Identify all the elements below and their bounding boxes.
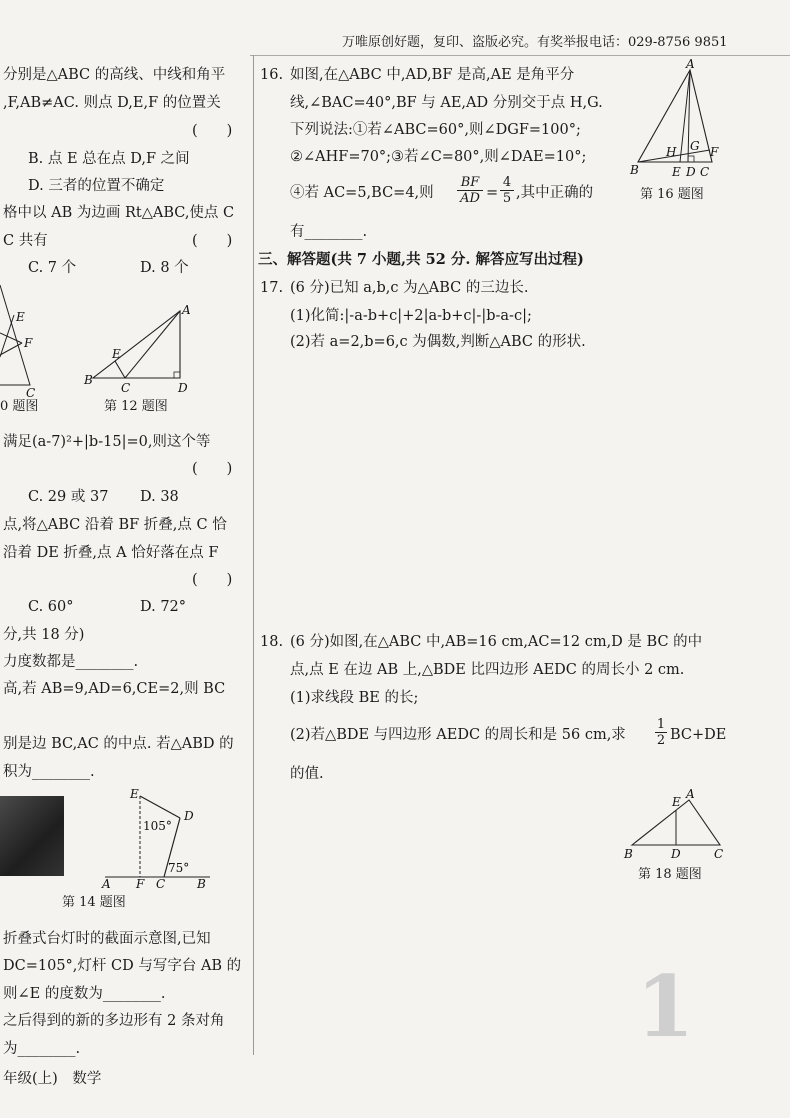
fig10-caption: 0 题图: [0, 399, 39, 414]
left-line: 折叠式台灯时的截面示意图,已知: [3, 931, 211, 947]
fig16-label: G: [690, 139, 700, 153]
q16-line: 线,∠BAC=40°,BF 与 AE,AD 分别交于点 H,G.: [290, 95, 603, 111]
q18-line: (6 分)如图,在△ABC 中,AB=16 cm,AC=12 cm,D 是 BC 的中: [290, 634, 703, 650]
answer-bracket: ( ): [192, 233, 233, 249]
option-d: D. 三者的位置不确定: [28, 178, 165, 194]
left-line: 沿着 DE 折叠,点 A 恰好落在点 F: [3, 545, 219, 561]
figure-14: [100, 787, 240, 891]
desk-lamp-photo: [0, 796, 64, 876]
q18-number: 18.: [260, 634, 284, 650]
q16-line: ②∠AHF=70°;③若∠C=80°,则∠DAE=10°;: [290, 149, 587, 165]
fig14-label: E: [130, 787, 139, 801]
footer-text: 年级(上) 数学: [3, 1071, 102, 1087]
section3-heading: 三、解答题(共 7 小题,共 52 分. 解答应写出过程): [258, 251, 584, 268]
fig18-label: D: [671, 847, 681, 861]
fig12-label: A: [182, 303, 191, 317]
fig14-label: 105°: [143, 819, 172, 833]
q16-line: ④若 AC=5,BC=4,则: [290, 185, 434, 201]
answer-bracket: ( ): [192, 572, 233, 588]
q16-line: 有________.: [290, 224, 368, 240]
left-line: 则∠E 的度数为________.: [3, 986, 166, 1002]
left-line: 力度数都是________.: [3, 654, 139, 670]
option-b: B. 点 E 总在点 D,F 之间: [28, 151, 190, 167]
fig14-label: C: [156, 877, 166, 891]
q16-line: 如图,在△ABC 中,AD,BF 是高,AE 是角平分: [290, 67, 575, 83]
fig16-label: F: [710, 145, 719, 159]
left-line: 之后得到的新的多边形有 2 条对角: [3, 1013, 225, 1029]
fig16-label: B: [630, 163, 639, 177]
figure-16: [628, 57, 728, 179]
left-line: 积为________.: [3, 764, 95, 780]
fig14-label: 75°: [168, 861, 190, 875]
left-line: 点,将△ABC 沿着 BF 折叠,点 C 恰: [3, 517, 227, 533]
left-line: 别是边 BC,AC 的中点. 若△ABD 的: [3, 736, 234, 752]
left-line: 满足(a-7)²+|b-15|=0,则这个等: [3, 434, 211, 450]
left-line: 为________.: [3, 1041, 81, 1057]
q17-number: 17.: [260, 280, 284, 296]
q16-line: ,其中正确的: [516, 185, 594, 201]
fig18-label: E: [672, 795, 681, 809]
fig18-label: B: [624, 847, 633, 861]
fig16-label: E: [672, 165, 681, 179]
q17-stem: (6 分)已知 a,b,c 为△ABC 的三边长.: [290, 280, 529, 296]
fig14-label: A: [102, 877, 111, 891]
figure-18: [624, 787, 734, 861]
fig12-label: D: [178, 381, 188, 395]
option-d: D. 72°: [140, 599, 187, 615]
q16-number: 16.: [260, 67, 284, 83]
q18-line: 点,点 E 在边 AB 上,△BDE 比四边形 AEDC 的周长小 2 cm.: [290, 662, 685, 678]
header-text: 万唯原创好题，复印、盗版必究。有奖举报电话：029-8756 9851: [342, 35, 728, 50]
q16-fraction-4-5: $\frac{4}{5}$: [500, 175, 514, 206]
fig18-caption: 第 18 题图: [638, 867, 702, 882]
q16-line: 下列说法:①若∠ABC=60°,则∠DGF=100°;: [290, 122, 581, 138]
fig16-label: A: [686, 57, 695, 71]
q16-fraction-bf-ad: $\frac{BF}{AD}$: [457, 175, 483, 206]
fig18-label: C: [714, 847, 724, 861]
fig14-label: D: [184, 809, 194, 823]
option-c: C. 7 个: [28, 260, 77, 276]
option-d: D. 38: [140, 489, 179, 505]
figure-10: [0, 285, 60, 400]
fig12-label: E: [112, 347, 121, 361]
fig16-label: C: [700, 165, 710, 179]
header-rule: [250, 55, 790, 56]
q17-part1: (1)化简:|-a-b+c|+2|a-b+c|-|b-a-c|;: [290, 308, 532, 324]
fig12-label: B: [84, 373, 93, 387]
equals-sign: =: [486, 185, 499, 201]
left-line: ,F,AB≠AC. 则点 D,E,F 的位置关: [3, 95, 221, 111]
section-heading: 分,共 18 分): [3, 627, 85, 643]
fig10-label: C: [26, 386, 36, 400]
left-line: 分别是△ABC 的高线、中线和角平: [3, 67, 226, 83]
fig16-label: H: [666, 145, 677, 159]
fig16-label: D: [686, 165, 696, 179]
answer-bracket: ( ): [192, 123, 233, 139]
fig10-label: F: [24, 336, 33, 350]
q18-part1: (1)求线段 BE 的长;: [290, 690, 419, 706]
fig18-label: A: [686, 787, 695, 801]
q18-part2: (2)若△BDE 与四边形 AEDC 的周长和是 56 cm,求: [290, 727, 626, 743]
q18-part3: 的值.: [290, 766, 324, 782]
fig14-label: B: [197, 877, 206, 891]
left-line: 高,若 AB=9,AD=6,CE=2,则 BC: [3, 681, 226, 697]
answer-bracket: ( ): [192, 461, 233, 477]
option-c: C. 60°: [28, 599, 74, 615]
fig16-caption: 第 16 题图: [640, 187, 704, 202]
option-d: D. 8 个: [140, 260, 189, 276]
page-number: 1: [636, 957, 695, 1056]
left-line: C 共有: [3, 233, 48, 249]
left-line: 格中以 AB 为边画 Rt△ABC,使点 C: [3, 205, 235, 221]
option-c: C. 29 或 37: [28, 489, 109, 505]
fig12-label: C: [121, 381, 131, 395]
fig14-label: F: [136, 877, 145, 891]
q18-part2-tail: BC+DE: [670, 727, 727, 743]
fig14-caption: 第 14 题图: [62, 895, 126, 910]
column-divider: [253, 55, 254, 1055]
q18-fraction-half: $\frac{1}{2}$: [656, 717, 666, 748]
figure-12: [84, 303, 208, 396]
q17-part2: (2)若 a=2,b=6,c 为偶数,判断△ABC 的形状.: [290, 334, 586, 350]
left-line: DC=105°,灯杆 CD 与写字台 AB 的: [3, 958, 242, 974]
fig12-caption: 第 12 题图: [104, 399, 168, 414]
fig10-label: E: [16, 310, 25, 324]
